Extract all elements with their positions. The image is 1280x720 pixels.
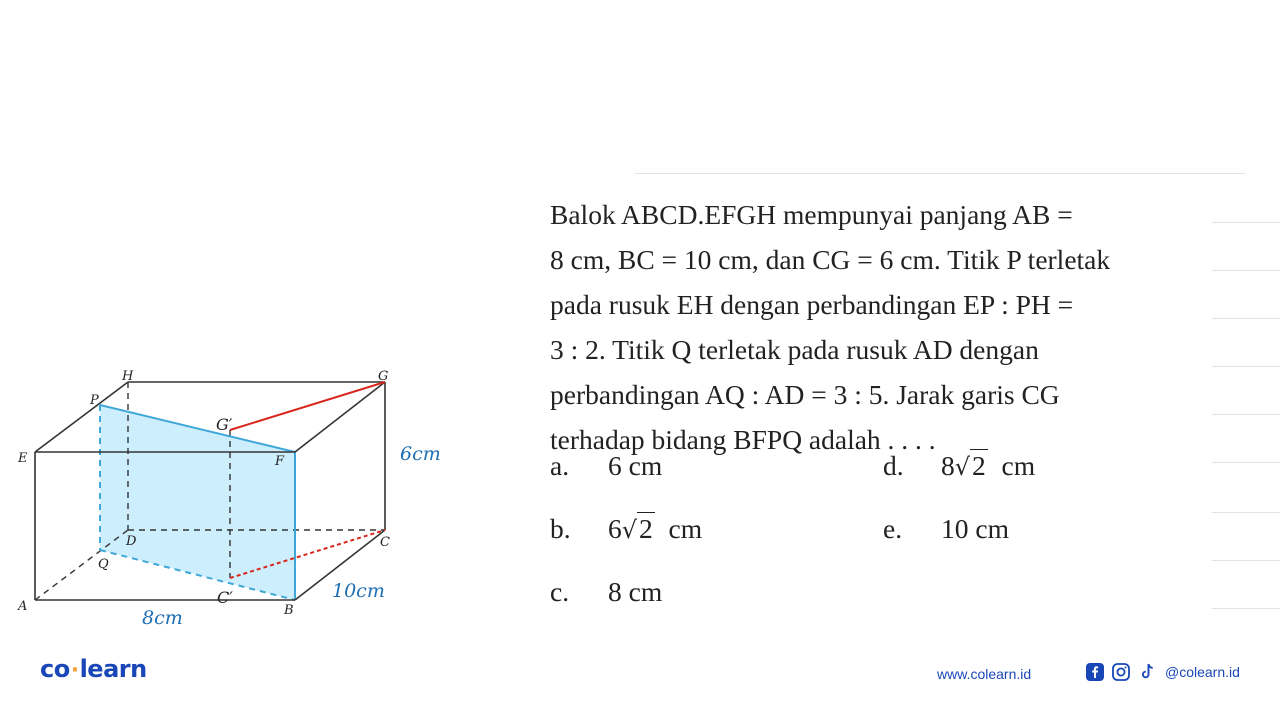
vertex-a: A (18, 599, 28, 614)
question-line: pada rusuk EH dengan perbandingan EP : PH = (550, 289, 1074, 320)
question-text (550, 192, 1210, 462)
ruled-line (1212, 414, 1280, 415)
social-links (1085, 662, 1240, 682)
tiktok-icon[interactable] (1137, 662, 1157, 682)
option-b[interactable] (550, 513, 702, 545)
vertex-d: D (126, 534, 137, 549)
sqrt-symbol: √2 (621, 513, 653, 544)
option-radicand: 2 (639, 513, 653, 544)
option-key: e. (883, 513, 903, 544)
option-unit: cm (1001, 450, 1036, 481)
question-line: perbandingan AQ : AD = 3 : 5. Jarak garis CG (550, 379, 1060, 410)
option-radicand: 2 (972, 450, 986, 481)
vertex-p: P (90, 393, 99, 408)
ruled-line (1212, 560, 1280, 561)
ruled-line (1212, 366, 1280, 367)
question-line: terhadap bidang BFPQ adalah . . . . (550, 424, 936, 455)
question-line: Balok ABCD.EFGH mempunyai panjang AB = (550, 199, 1073, 230)
instagram-icon[interactable] (1111, 662, 1131, 682)
ruled-line (1212, 512, 1280, 513)
vertex-f: F (275, 454, 285, 469)
vertex-c-prime: C′ (217, 588, 233, 607)
footer (0, 650, 1280, 695)
logo-text-right: learn (79, 655, 147, 683)
question-line: 8 cm, BC = 10 cm, dan CG = 6 cm. Titik P terletak (550, 244, 1111, 275)
plane-bfpq (100, 405, 295, 600)
dimension-bc: 10cm (332, 580, 385, 602)
question-line: 3 : 2. Titik Q terletak pada rusuk AD dengan (550, 334, 1039, 365)
sqrt-symbol: √2 (954, 450, 986, 481)
option-unit: cm (668, 513, 703, 544)
logo-text-left: co (40, 655, 70, 683)
option-value: 10 cm (941, 513, 1009, 544)
colearn-logo (40, 655, 147, 683)
option-key: d. (883, 450, 904, 481)
option-value: 6 cm (608, 450, 663, 481)
cuboid-figure (0, 360, 470, 640)
ruled-line (1212, 462, 1280, 463)
website-link[interactable]: www.colearn.id (937, 666, 1032, 682)
option-key: a. (550, 450, 570, 481)
option-coef: 8 (941, 450, 955, 481)
distance-line-top (230, 382, 385, 430)
vertex-e: E (18, 451, 28, 466)
vertex-c: C (380, 535, 390, 550)
option-a[interactable] (550, 450, 662, 482)
social-handle: @colearn.id (1165, 664, 1240, 680)
dimension-ab: 8cm (142, 607, 183, 629)
ruled-line (1212, 270, 1280, 271)
option-key: c. (550, 576, 570, 607)
vertex-q: Q (98, 557, 109, 572)
facebook-icon[interactable] (1085, 662, 1105, 682)
cuboid-diagram (0, 360, 470, 640)
ruled-line (1212, 222, 1280, 223)
option-c[interactable] (550, 576, 662, 608)
option-e[interactable] (883, 513, 1009, 545)
vertex-g-prime: G′ (216, 415, 233, 434)
dimension-cg: 6cm (400, 443, 441, 465)
option-value: 8 cm (608, 576, 663, 607)
ruled-line (1212, 608, 1280, 609)
option-d[interactable] (883, 450, 1035, 482)
vertex-b: B (284, 603, 294, 618)
option-key: b. (550, 513, 571, 544)
option-coef: 6 (608, 513, 622, 544)
top-divider (635, 173, 1245, 174)
vertex-h: H (122, 369, 134, 384)
vertex-g: G (378, 369, 389, 384)
logo-dot: · (70, 658, 79, 683)
ruled-line (1212, 318, 1280, 319)
